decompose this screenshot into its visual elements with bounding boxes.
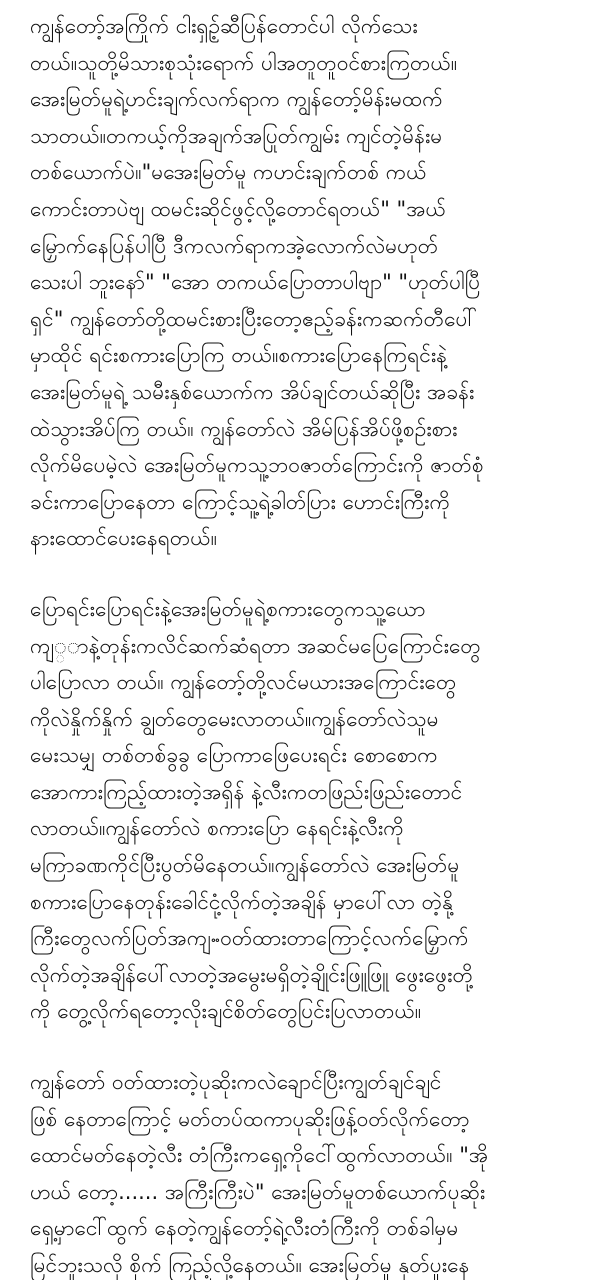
text-line: ရှင်" ကျွန်တော်တို့ထမင်းစားပြီးတော့ဧည့်ခန်းကဆက်တီပေါ် <box>30 306 477 331</box>
text-line: ထောင်မတ်နေတဲ့လီး တံကြီးကရှေ့ကိုငေါ်ထွက်လာတယ်။ "အို <box>30 1143 489 1168</box>
text-line: စကားပြောနေတုန်းခေါင်ငုံ့လိုက်တဲ့အချိန် မှာပေါ်လာ တဲ့နို့ <box>30 889 453 914</box>
text-line: ဟယ် တော့...... အကြီးကြီးပဲ" အေးမြတ်မူတစ်ယောက်ပုဆိုး <box>30 1179 486 1204</box>
text-line: သာတယ်။တကယ့်ကိုအချက်အပြုတ်ကျွမ်း ကျင်တဲ့မိန်းမ <box>30 123 443 148</box>
text-line: ရှေ့မှာငေါ်ထွက် နေတဲ့ကျွန်တော့်ရဲ့လီးတံကြီးကို တစ်ခါမှမ <box>30 1216 459 1241</box>
text-line: တယ်။သူတို့မိသားစုသုံးရောက် ပါအတူတူဝင်စားကြတယ်။ <box>30 50 458 75</box>
text-line: အေးမြတ်မူရဲ့ သမီးနှစ်ယောက်က အိပ်ချင်တယ်ဆိုပြီး အခန်း <box>30 379 475 404</box>
text-line: မြင်ဘူးသလို စိုက် ကြည့်လို့နေတယ်။ အေးမြတ်မူ နှတ်ပူးနေ <box>30 1253 470 1277</box>
text-line: ကောင်းတာပဲဗျ ထမင်းဆိုင်ဖွင့်လို့တောင်ရတယ်" "အယ် <box>30 196 446 221</box>
text-line: တစ်ယောက်ပဲ။"မအေးမြတ်မူ ကဟင်းချက်တစ် ကယ် <box>30 160 427 185</box>
text-line: ကြီးတွေလက်ပြတ်အကျႌဝတ်ထားတာကြောင့်လက်မြှောက် <box>30 926 469 951</box>
text-line: လာတယ်။ကျွန်တော်လဲ စကားပြော နေရင်းနဲ့လီးကို <box>30 816 404 841</box>
text-line: မေးသမျှ တစ်တစ်ခွခွ ပြောကာဖြေပေးရင်း စောစောက <box>30 743 438 768</box>
text-line: လိုက်တဲ့အချိန်ပေါ်လာတဲ့အမွေးမရှိတဲ့ချိုင်းဖြူဖြူ ဖွေးဖွေးတို့ <box>30 962 473 987</box>
text-line: ကျ္ာနဲ့တုန်းကလိင်ဆက်ဆံရတာ အဆင်မပြေကြောင်းတွေ <box>30 633 481 658</box>
text-line: အောကားကြည့်ထားတဲ့အရှိန် နဲ့လီးကတဖြည်းဖြည်းတောင် <box>30 779 463 804</box>
text-line: ကို တွေ့လိုက်ရတော့လိုးချင်စိတ်တွေပြင်းပြလာတယ်။ <box>30 999 422 1024</box>
text-line: မှာထိုင် ရင်းစကားပြောကြ တယ်။စကားပြောနေကြရင်းနဲ့ <box>30 343 448 368</box>
paragraph-3 <box>30 1064 598 1280</box>
text-line: ကိုလဲနှိုက်နှိုက် ချွတ်တွေမေးလာတယ်။ကျွန်တော်လဲသူမ <box>30 706 439 731</box>
text-line: ကျွန်တော့်အကြိုက် ငါးရှဥ့်ဆီပြန်တောင်ပါ လိုက်သေး <box>30 14 418 38</box>
paragraph-2 <box>30 591 598 1030</box>
text-line: အေးမြတ်မူရဲ့ဟင်းချက်လက်ရာက ကျွန်တော့်မိန်းမထက် <box>30 87 443 112</box>
text-line: မကြာခဏကိုင်ပြီးပွတ်မိနေတယ်။ကျွန်တော်လဲ အေးမြတ်မူ <box>30 853 460 878</box>
text-line: ခင်းကာပြောနေတာ ကြောင့်သူ့ရဲ့ခါတ်ပြား ဟောင်းကြီးကို <box>30 489 451 514</box>
text-line: ကျွန်တော် ဝတ်ထားတဲ့ပုဆိုးကလဲချောင်ပြီးကျွတ်ချင်ချင် <box>30 1070 442 1095</box>
text-line: ထဲသွားအိပ်ကြ တယ်။ ကျွန်တော်လဲ အိမ်ပြန်အိပ်ဖို့စဉ်းစား <box>30 416 458 441</box>
text-line: ဖြစ် နေတာကြောင့် မတ်တပ်ထကာပုဆိုးဖြန့်ဝတ်လိုက်တော့ <box>30 1106 470 1131</box>
paragraph-1 <box>30 8 598 557</box>
text-line: နားထောင်ပေးနေရတယ်။ <box>30 526 218 551</box>
text-line: ပြောရင်းပြောရင်းနဲ့အေးမြတ်မူရဲ့စကားတွေကသူ့ယော <box>30 596 426 621</box>
text-line: မြှောက်နေပြန်ပါပြီ ဒီကလက်ရာကအဲ့လောက်လဲမဟုတ် <box>30 233 439 258</box>
text-line: သေးပါ ဘူးနော်" "အော တကယ်ပြောတာပါဗျာ" "ဟုတ်ပါပြီ <box>30 270 481 295</box>
text-line: လိုက်မိပေမဲ့လဲ အေးမြတ်မူကသူ့ဘဝဇာတ်ကြောင်းကို ဇာတ်စုံ <box>30 453 484 478</box>
text-line: ပါပြောလာ တယ်။ ကျွန်တော့်တို့လင်မယားအကြောင်းတွေ <box>30 670 457 695</box>
